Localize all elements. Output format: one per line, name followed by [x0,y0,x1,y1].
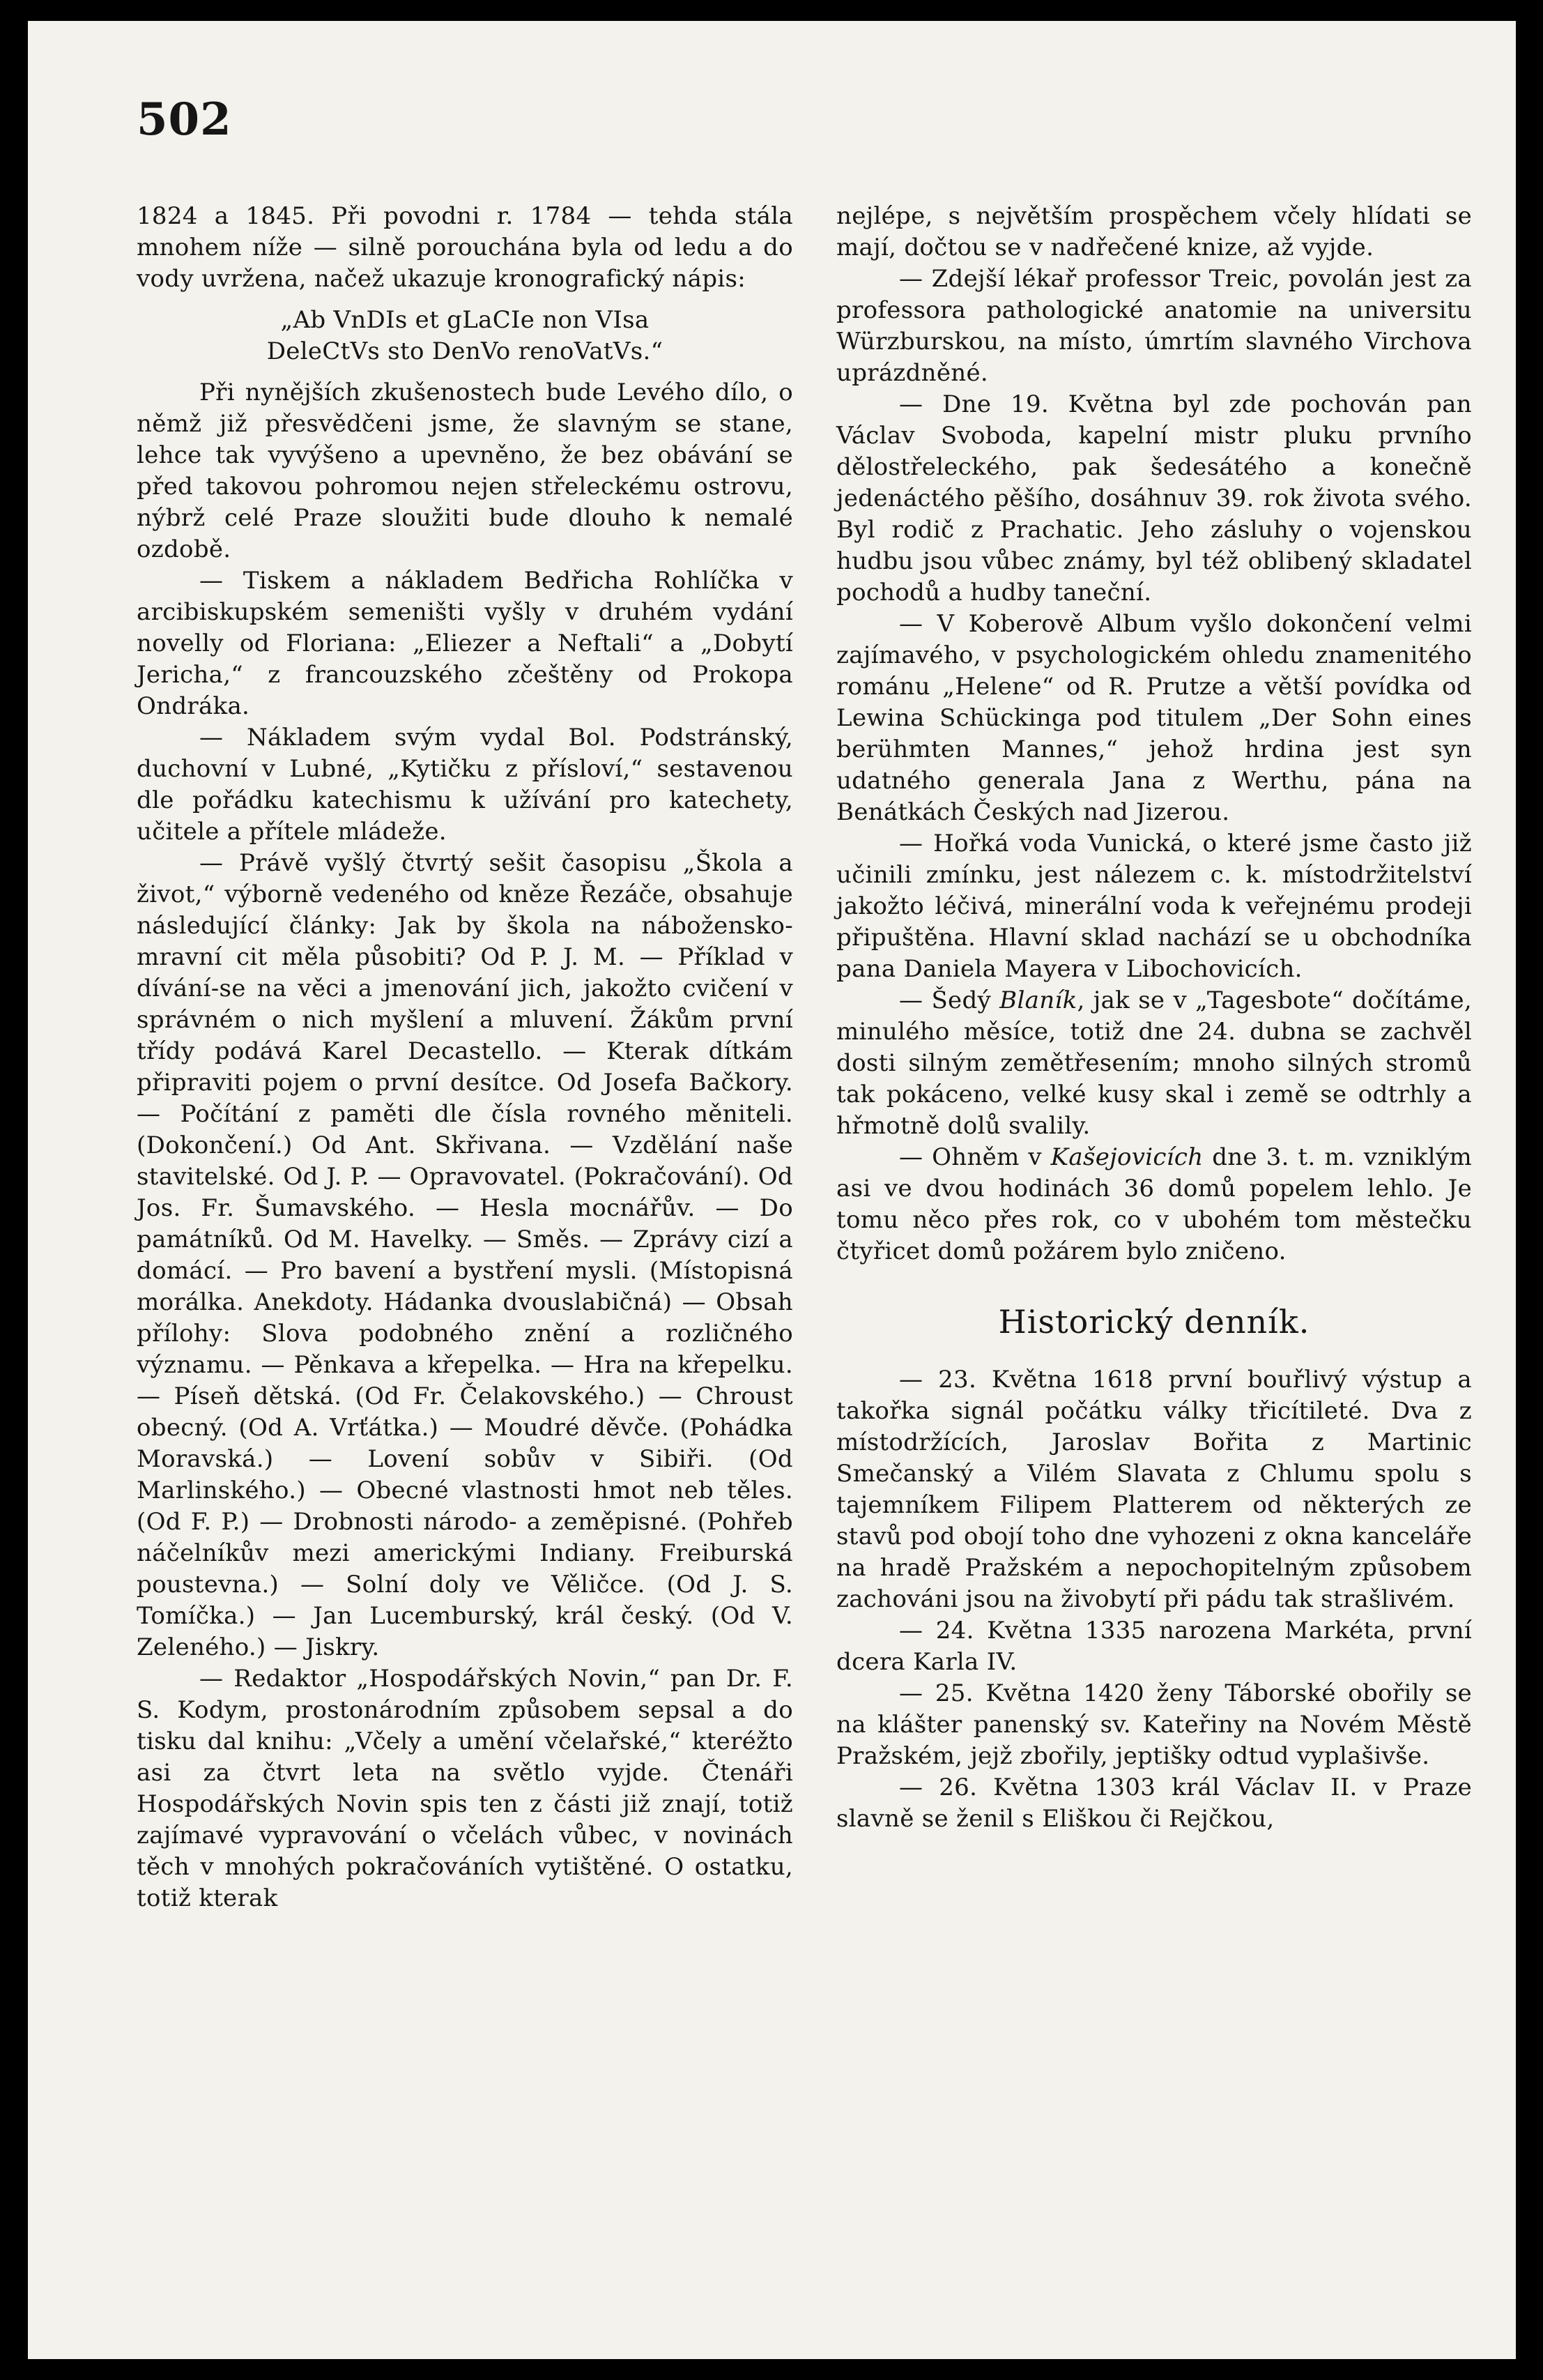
kasejovice-place-name: Kašejovicích [1050,1143,1204,1171]
right-column [836,201,1472,1835]
left-opening-paragraph: 1824 a 1845. Při povodni r. 1784 — tehda stála mnohem níže — silně porouchána byla od ledu a do vody uvržena, načež ukazuje kronografický nápis: [137,202,793,293]
left-paragraph-rohlicek: — Tiskem a nákladem Bedřicha Rohlíčka v arcibiskupském semeništi vyšly v druhém vydání novelly od Floriana: „Eliezer a Neftali“ a „Dobytí Jericha,“ z francouzského zčeštěny od Prokopa Ondráka. [137,567,793,720]
right-paragraph-svoboda: — Dne 19. Května byl zde pochován pan Václav Svoboda, kapelní mistr pluku prvního dělostřeleckého, pak šedesátého a konečně jedenáctého pěšího, dosáhnuv 39. rok života svého. Byl rodič z Prachatic. Jeho zásluhy o vojenskou hudbu jsou vůbec známy, byl též oblibený skladatel pochodů a hudby taneční. [836,390,1472,607]
right-paragraph-kasejovice [836,1142,1472,1267]
right-paragraph-koberove-album: — V Koberově Album vyšlo dokončení velmi zajímavého, v psychologickém ohledu znamenitého románu „Helene“ od R. Prutze a větší povídka od Lewina Schückinga pod titulem „Der Sohn eines berühmten Mannes,“ jehož hrdina jest syn udatného generala Jana z Werthu, pána na Benátkách Českých nad Jizerou. [836,610,1472,826]
book-page [28,21,1516,2359]
right-paragraph-blanik [836,985,1472,1142]
right-opening-paragraph: nejlépe, s největším prospěchem včely hlídati se mají, dočtou se v nadřečené knize, až vyjde. [836,202,1472,261]
kasejovice-text-before: — Ohněm v [899,1143,1051,1171]
left-column [137,201,793,1914]
left-paragraph-podstransky: — Nákladem svým vydal Bol. Podstránský, duchovní v Lubné, „Kytičku z přísloví,“ sestavenou dle pořádku katechismu k užívání pro katechety, učitele a přítele mládeže. [137,724,793,846]
chronogram-quote [137,305,793,367]
history-entry-23-may: — 23. Května 1618 první bouřlivý výstup a takořka signál počátku války třicítileté. Dva z místodržících, Jaroslav Bořita z Martinic Smečanský a Vilém Slavata z Chlumu spolu s tajemníkem Filipem Platterem od některých ze stavů pod obojí toho dne vyhozeni z okna kanceláře na hradě Pražském a nepochopitelným způsobem zachováni jsou na živobytí při pádu tak strašlivém. [836,1366,1472,1613]
history-entry-26-may: — 26. Května 1303 král Václav II. v Praze slavně se ženil s Eliškou či Rejčkou, [836,1773,1472,1833]
history-entry-24-may: — 24. Května 1335 narozena Markéta, první dcera Karla IV. [836,1617,1472,1676]
blanik-text-before: — Šedý [899,986,1000,1014]
blanik-text-after: , jak se v „Tagesbote“ dočítáme, minulého měsíce, totiž dne 24. dubna se zachvěl dosti silným zemětřesením; mnoho silných stromů tak pokáceno, velké kusy skal i země se odtrhly a hřmotně dolů svalily. [836,986,1472,1140]
chronogram-line-1: „Ab VnDIs et gLaCIe non VIsa [280,306,650,334]
right-paragraph-treic: — Zdejší lékař professor Treic, povolán jest za professora pathologické anatomie na universitu Würzburskou, na místo, úmrtím slavného Virchova uprázdněné. [836,265,1472,387]
kasejovice-text-after: dne 3. t. m. vzniklým asi ve dvou hodinách 36 domů popelem lehlo. Je tomu něco přes rok, co v ubohém tom městečku čtyřicet domů požárem bylo zničeno. [836,1143,1472,1265]
right-paragraph-horka-voda: — Hořká voda Vunická, o které jsme často již učinili zmínku, jest nálezem c. k. místodržitelství jakožto léčivá, minerální voda k veřejnému prodeji připuštěna. Hlavní sklad nachází se u obchodníka pana Daniela Mayera v Libochovicích. [836,830,1472,983]
chronogram-line-2: DeleCtVs sto DenVo renoVatVs.“ [266,337,663,365]
section-heading-historicky-dennik: Historický denník. [998,1303,1310,1341]
left-paragraph-kodym: — Redaktor „Hospodářských Novin,“ pan Dr. F. S. Kodym, prostonárodním způsobem sepsal a do tisku dal knihu: „Včely a umění včelařské,“ kteréžto asi za čtvrt leta na světlo vyjde. Čtenáři Hospodářských Novin spis ten z části již znají, totiž zajímavé vypravování o včelách vůbec, v novinách těch v mnohých pokračováních vytištěné. O ostatku, totiž kterak [137,1665,793,1912]
history-entry-25-may: — 25. Května 1420 ženy Táborské obořily se na klášter panenský sv. Kateřiny na Novém Městě Pražském, jejž zbořily, jeptišky odtud vyplašivše. [836,1679,1472,1770]
blanik-place-name: Blaník [999,986,1077,1014]
left-paragraph-levy: Při nynějších zkušenostech bude Levého dílo, o němž již přesvědčeni jsme, že slavným se stane, lehce tak vyvýšeno a upevněno, že bez obávání se před takovou pohromou nejen střeleckému ostrovu, nýbrž celé Praze sloužiti bude dlouho k nemalé ozdobě. [137,379,793,563]
left-paragraph-skola-a-zivot: — Právě vyšlý čtvrtý sešit časopisu „Škola a život,“ výborně vedeného od kněze Řezáče, obsahuje následující články: Jak by škola na nábožensko-mravní cit měla působiti? Od P. J. M. — Příklad v dívání-se na věci a jmenování jich, jakožto cvičení v správném o nich myšlení a mluvení. Žákům první třídy podává Karel Decastello. — Kterak dítkám připraviti pojem o první desítce. Od Josefa Bačkory. — Počítání z paměti dle čísla rovného měniteli. (Dokončení.) Od Ant. Skřivana. — Vzdělání naše stavitelské. Od J. P. — Opravovatel. (Pokračování). Od Jos. Fr. Šumavského. — Hesla mocnářův. — Do památníků. Od M. Havelky. — Směs. — Zprávy cizí a domácí. — Pro bavení a bystření mysli. (Místopisná morálka. Anekdoty. Hádanka dvouslabičná) — Obsah přílohy: Slova podobného znění a rozličného významu. — Pěnkava a křepelka. — Hra na křepelku. — Píseň dětská. (Od Fr. Čelakovského.) — Chroust obecný. (Od A. Vrťátka.) — Moudré děvče. (Pohádka Moravská.) — Lovení sobův v Sibiři. (Od Marlinského.) — Obecné vlastnosti hmot neb těles. (Od F. P.) — Drobnosti národo- a zeměpisné. (Pohřeb náčelníkův mezi americkými Indiany. Freiburská poustevna.) — Solní doly ve Věličce. (Od J. S. Tomíčka.) — Jan Lucemburský, král český. (Od V. Zeleného.) — Jiskry. [137,849,793,1661]
page-number: 502 [137,93,232,146]
